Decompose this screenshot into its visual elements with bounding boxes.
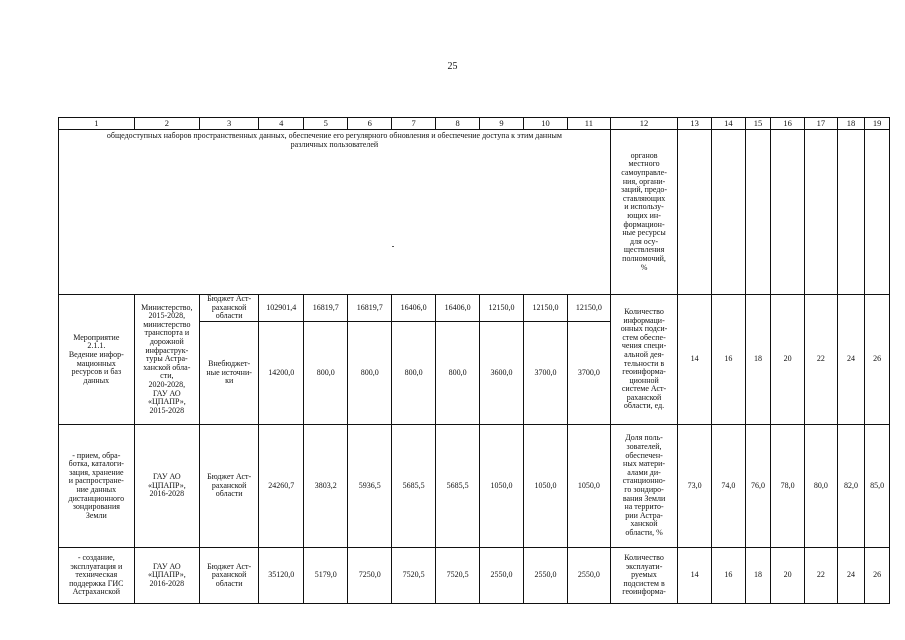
value-cell: 3700,0 [567, 322, 610, 425]
scan-artifact [392, 246, 394, 247]
value-cell: 800,0 [392, 322, 436, 425]
target-cell: 24 [837, 295, 865, 425]
value-cell: 16406,0 [436, 295, 480, 322]
target-cell: 16 [712, 548, 746, 604]
event-211-budget-row [59, 295, 890, 322]
value-cell: 12150,0 [523, 295, 567, 322]
empty-cell [712, 130, 746, 295]
value-cell: 1050,0 [523, 425, 567, 548]
gis-support-name: - создание, эксплуатация и техническая поддержка ГИС Астраханской [59, 548, 135, 604]
value-cell: 24260,7 [259, 425, 304, 548]
event-211-executor: Министерство, 2015-2028, министерство транспорта и дорожной инфраструк- туры Астра- ханской обла- сти, 2020-2028, ГАУ АО «ЦПАПР», 2015-2028 [134, 295, 199, 425]
value-cell: 5685,5 [436, 425, 480, 548]
header-cell: 18 [837, 118, 865, 130]
page-number: 25 [447, 61, 458, 72]
target-cell: 18 [745, 548, 771, 604]
value-cell: 2550,0 [480, 548, 524, 604]
value-cell: 5685,5 [392, 425, 436, 548]
section-indicator: органов местного самоуправле- ния, органи- заций, предо- ставляющих и использу- ющих ин- формацион- ные ресурсы для осу- ществления полномочий, % [610, 130, 677, 295]
funding-source: Бюджет Аст- раханской области [200, 425, 259, 548]
header-cell: 8 [436, 118, 480, 130]
value-cell: 800,0 [348, 322, 392, 425]
target-cell: 18 [745, 295, 771, 425]
empty-cell [745, 130, 771, 295]
value-cell: 35120,0 [259, 548, 304, 604]
header-cell: 4 [259, 118, 304, 130]
value-cell: 102901,4 [259, 295, 304, 322]
header-cell: 14 [712, 118, 746, 130]
value-cell: 2550,0 [567, 548, 610, 604]
gis-support-executor: ГАУ АО «ЦПАПР», 2016-2028 [134, 548, 199, 604]
gis-support-indicator: Количество эксплуати- руемых подсистем в геоинформа- [610, 548, 677, 604]
header-cell: 15 [745, 118, 771, 130]
empty-cell [837, 130, 865, 295]
remote-sensing-name: - прием, обра- ботка, каталоги- зация, хранение и распростране- ние данных дистанционного зондирования Земли [59, 425, 135, 548]
header-cell: 2 [134, 118, 199, 130]
target-cell: 73,0 [678, 425, 712, 548]
value-cell: 7520,5 [436, 548, 480, 604]
value-cell: 16819,7 [304, 295, 348, 322]
target-cell: 26 [865, 295, 890, 425]
target-cell: 14 [678, 548, 712, 604]
funding-source: Бюджет Аст- раханской области [200, 548, 259, 604]
remote-sensing-executor: ГАУ АО «ЦПАПР», 2016-2028 [134, 425, 199, 548]
target-cell: 76,0 [745, 425, 771, 548]
header-cell: 11 [567, 118, 610, 130]
header-cell: 19 [865, 118, 890, 130]
header-row [59, 118, 890, 130]
target-cell: 14 [678, 295, 712, 425]
target-cell: 24 [837, 548, 865, 604]
target-cell: 78,0 [771, 425, 805, 548]
header-cell: 17 [804, 118, 837, 130]
value-cell: 3600,0 [480, 322, 524, 425]
value-cell: 16819,7 [348, 295, 392, 322]
value-cell: 1050,0 [567, 425, 610, 548]
header-cell: 13 [678, 118, 712, 130]
header-cell: 12 [610, 118, 677, 130]
header-cell: 16 [771, 118, 805, 130]
event-211-name: Мероприятие 2.1.1. Ведение инфор- мационных ресурсов и баз данных [59, 295, 135, 425]
target-cell: 80,0 [804, 425, 837, 548]
value-cell: 16406,0 [392, 295, 436, 322]
remote-sensing-indicator: Доля поль- зователей, обеспечен- ных матери- алами ди- станционно- го зондиро- вания Земли на террито- рии Астра- ханской области, % [610, 425, 677, 548]
target-cell: 74,0 [712, 425, 746, 548]
target-cell: 82,0 [837, 425, 865, 548]
value-cell: 800,0 [304, 322, 348, 425]
header-cell: 1 [59, 118, 135, 130]
program-table [58, 117, 890, 604]
target-cell: 85,0 [865, 425, 890, 548]
gis-support-row [59, 548, 890, 604]
value-cell: 1050,0 [480, 425, 524, 548]
target-cell: 20 [771, 295, 805, 425]
empty-cell [865, 130, 890, 295]
funding-source: Внебюджет- ные источни- ки [200, 322, 259, 425]
funding-source: Бюджет Аст- раханской области [200, 295, 259, 322]
value-cell: 12150,0 [480, 295, 524, 322]
target-cell: 26 [865, 548, 890, 604]
value-cell: 5179,0 [304, 548, 348, 604]
header-cell: 6 [348, 118, 392, 130]
target-cell: 22 [804, 548, 837, 604]
empty-cell [771, 130, 805, 295]
header-cell: 5 [304, 118, 348, 130]
value-cell: 800,0 [436, 322, 480, 425]
section-title: общедоступных наборов пространственных данных, обеспечение его регулярного обновления и обеспечение доступа к этим данным различных пользователей [59, 130, 611, 295]
value-cell: 2550,0 [523, 548, 567, 604]
value-cell: 7520,5 [392, 548, 436, 604]
target-cell: 16 [712, 295, 746, 425]
empty-cell [804, 130, 837, 295]
empty-cell [678, 130, 712, 295]
remote-sensing-row [59, 425, 890, 548]
value-cell: 5936,5 [348, 425, 392, 548]
value-cell: 3803,2 [304, 425, 348, 548]
section-row [59, 130, 890, 295]
target-cell: 20 [771, 548, 805, 604]
header-cell: 3 [200, 118, 259, 130]
event-211-indicator: Количество информаци- онных подси- стем обеспе- чения специ- альной дея- тельности в геоинформа- ционной системе Аст- раханской области, ед. [610, 295, 677, 425]
value-cell: 7250,0 [348, 548, 392, 604]
header-cell: 7 [392, 118, 436, 130]
value-cell: 14200,0 [259, 322, 304, 425]
header-cell: 9 [480, 118, 524, 130]
target-cell: 22 [804, 295, 837, 425]
value-cell: 3700,0 [523, 322, 567, 425]
value-cell: 12150,0 [567, 295, 610, 322]
header-cell: 10 [523, 118, 567, 130]
